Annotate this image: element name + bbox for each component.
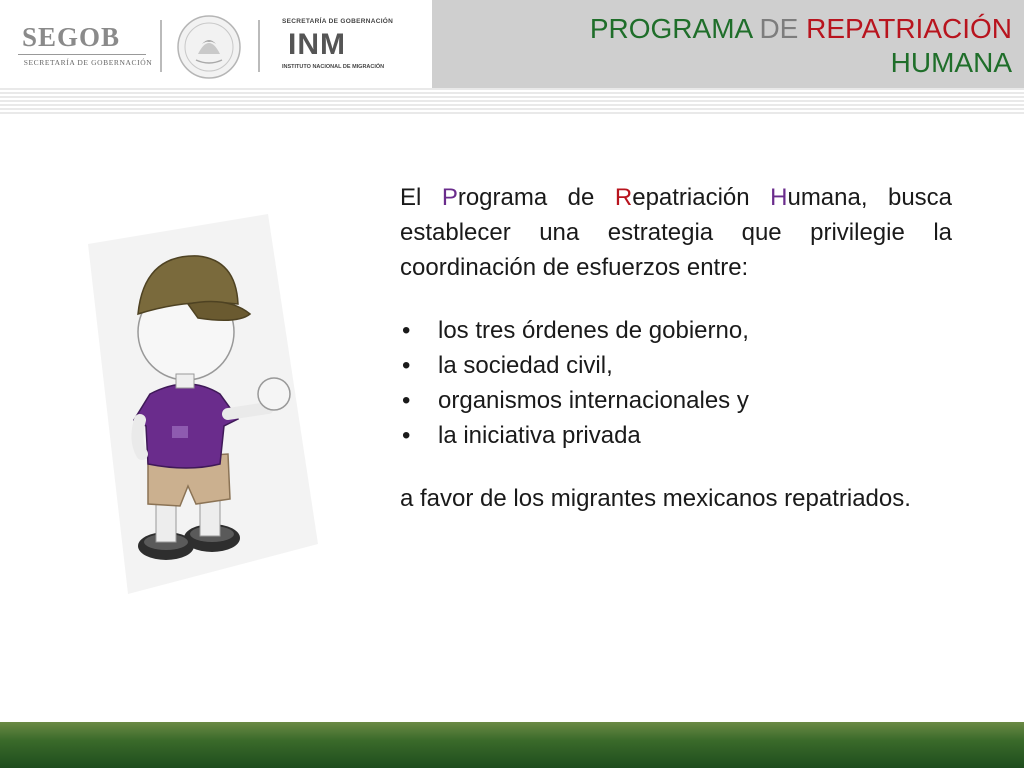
inm-logo: [276, 18, 396, 74]
segob-wordmark: SEGOB: [22, 22, 121, 52]
header-bar: [0, 0, 1024, 88]
bullet-icon: •: [402, 387, 411, 414]
inm-top-label: SECRETARÍA DE GOBERNACIÓN: [282, 18, 394, 25]
page-title: [590, 12, 1012, 80]
title-banner: [432, 0, 1024, 88]
closing-paragraph: a favor de los migrantes mexicanos repatriados.: [400, 485, 911, 512]
list-item-text: organismos internacionales y: [438, 387, 749, 414]
national-seal-icon: [176, 14, 242, 80]
highlight-letter-r: R: [614, 184, 633, 211]
bullet-icon: •: [402, 352, 411, 379]
list-item: [400, 418, 952, 453]
title-word-humana: HUMANA: [890, 47, 1012, 78]
segob-logo: [18, 22, 153, 72]
list-item-text: los tres órdenes de gobierno,: [438, 317, 749, 344]
logo-divider: [258, 20, 260, 72]
highlight-letter-p: P: [441, 184, 458, 211]
segob-rule: [18, 54, 146, 55]
segob-subtitle: SECRETARÍA DE GOBERNACIÓN: [23, 58, 153, 67]
intro-text: epatriación: [632, 184, 750, 211]
intro-text: rograma de: [457, 184, 595, 211]
inm-bottom-label: INSTITUTO NACIONAL DE MIGRACIÓN: [282, 64, 385, 70]
highlight-letter-h: H: [770, 184, 788, 211]
title-word-repatriacion: REPATRIACIÓN: [806, 13, 1012, 44]
list-item: [400, 348, 952, 383]
intro-paragraph: [400, 180, 952, 285]
intro-text: umana, busca establecer una estrategia que privilegie la coordinación de esfuerzos entre:: [400, 184, 953, 281]
main-content: [400, 180, 952, 516]
actors-list: [400, 313, 952, 453]
list-item-text: la iniciativa privada: [438, 422, 641, 449]
bullet-icon: •: [402, 422, 411, 449]
header-stripes: [0, 88, 1024, 116]
list-item: [400, 313, 952, 348]
title-word-de: DE: [759, 13, 799, 44]
cartoon-figure-image: [88, 214, 318, 594]
logo-divider: [160, 20, 162, 72]
footer-bar: [0, 722, 1024, 768]
list-item-text: la sociedad civil,: [438, 352, 613, 379]
bullet-icon: •: [402, 317, 411, 344]
title-word-programa: PROGRAMA: [589, 13, 752, 44]
list-item: [400, 383, 952, 418]
inm-wordmark: INM: [288, 28, 346, 61]
intro-text: El: [400, 184, 422, 211]
